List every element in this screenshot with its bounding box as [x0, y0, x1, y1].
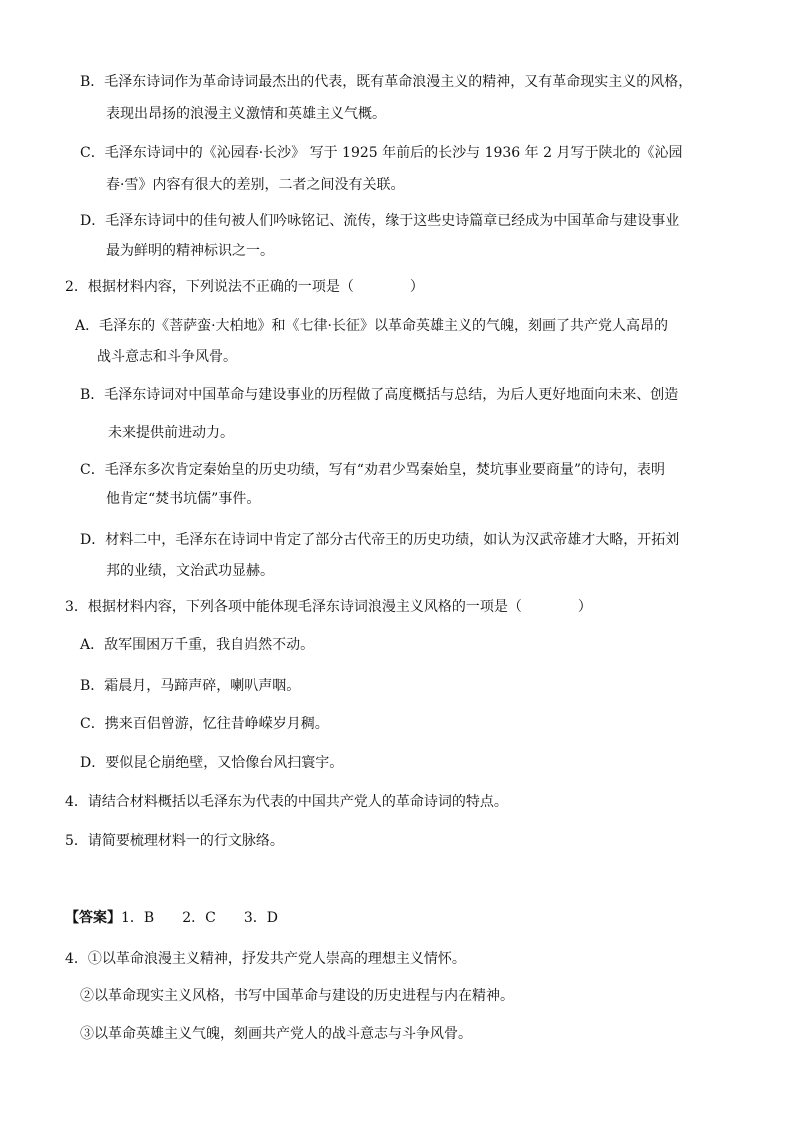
q2-option-c-line2: 他肯定“焚书坑儒”事件。 — [106, 491, 261, 507]
q2-option-a-line1: A．毛泽东的《菩萨蛮·大柏地》和《七律·长征》以革命英雄主义的气魄，刻画了共产党人高昂的 — [75, 318, 669, 334]
q1-option-b-line1: B．毛泽东诗词作为革命诗词最杰出的代表，既有革命浪漫主义的精神，又有革命现实主义的风格， — [80, 74, 693, 90]
q1-option-d-line2: 最为鲜明的精神标识之一。 — [106, 243, 274, 259]
q2-option-a-line2: 战斗意志和斗争风骨。 — [97, 349, 237, 365]
answer-4-point-1: 4．①以革命浪漫主义精神，抒发共产党人崇高的理想主义情怀。 — [65, 951, 466, 967]
q3-option-c: C．携来百侣曾游，忆往昔峥嵘岁月稠。 — [80, 716, 329, 732]
q2-option-b-line2: 未来提供前进动力。 — [108, 425, 234, 441]
q1-option-c-line1: C．毛泽东诗词中的《沁园春·长沙》 写于 1925 年前后的长沙与 1936 年 2 月写于陕北的《沁园 — [80, 145, 683, 161]
q4-stem: 4．请结合材料概括以毛泽东为代表的中国共产党人的革命诗词的特点。 — [65, 794, 508, 810]
q2-option-d-line1: D．材料二中，毛泽东在诗词中肯定了部分古代帝王的历史功绩，如认为汉武帝雄才大略，开拓刘 — [80, 532, 680, 548]
q3-stem: 3．根据材料内容，下列各项中能体现毛泽东诗词浪漫主义风格的一项是（ ） — [65, 599, 592, 615]
answer-4-point-2: ②以革命现实主义风格，书写中国革命与建设的历史进程与内在精神。 — [80, 988, 514, 1004]
q3-option-b: B．霜晨月，马蹄声碎，喇叭声咽。 — [80, 678, 301, 694]
answer-choices: 1．B 2．C 3．D — [121, 910, 278, 926]
q2-stem: 2．根据材料内容，下列说法不正确的一项是（ ） — [65, 279, 424, 295]
q2-option-c-line1: C．毛泽东多次肯定秦始皇的历史功绩，写有“劝君少骂秦始皇，焚坑事业要商量”的诗句，表明 — [80, 462, 666, 478]
q1-option-b-line2: 表现出昂扬的浪漫主义激情和英雄主义气概。 — [106, 106, 386, 122]
q5-stem: 5．请简要梳理材料一的行文脉络。 — [65, 833, 284, 849]
q2-option-d-line2: 邦的业绩，文治武功显赫。 — [106, 563, 274, 579]
answer-4-point-3: ③以革命英雄主义气魄，刻画共产党人的战斗意志与斗争风骨。 — [80, 1026, 472, 1042]
answer-label: 【答案】 — [65, 910, 121, 926]
q3-option-a: A．敌军围困万千重，我自岿然不动。 — [80, 637, 315, 653]
answer-row — [65, 908, 278, 928]
q3-option-d: D．要似昆仑崩绝壁，又恰像台风扫寰宇。 — [80, 755, 344, 771]
q1-option-d-line1: D．毛泽东诗词中的佳句被人们吟咏铭记、流传，缘于这些史诗篇章已经成为中国革命与建设事业 — [80, 213, 680, 229]
q1-option-c-line2: 春·雪》内容有很大的差别，二者之间没有关联。 — [106, 177, 405, 193]
q2-option-b-line1: B．毛泽东诗词对中国革命与建设事业的历程做了高度概括与总结，为后人更好地面向未来、创造 — [80, 387, 679, 403]
